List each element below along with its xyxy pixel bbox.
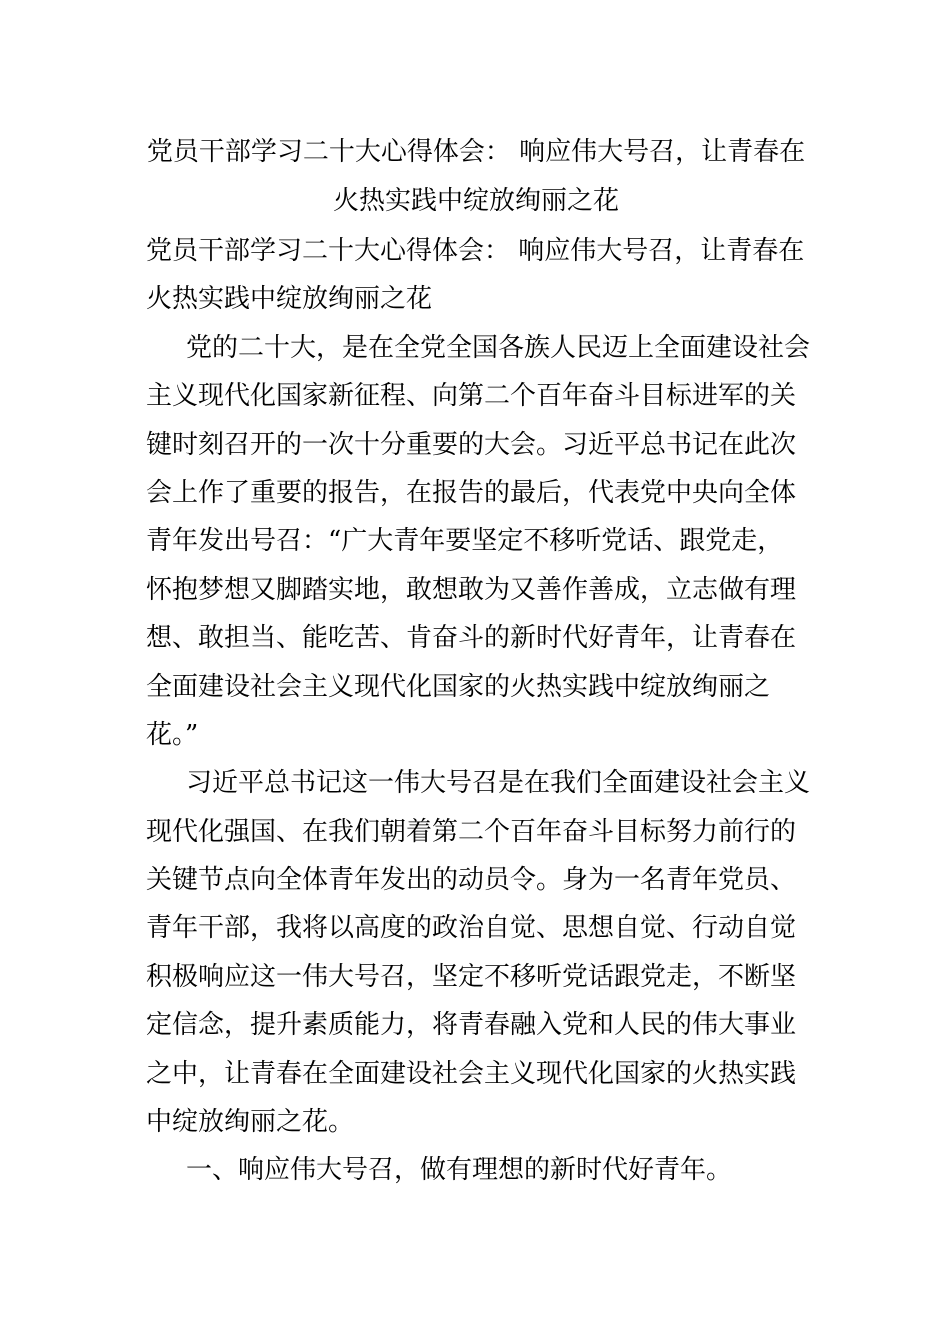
paragraph-line: 关键节点向全体青年发出的动员令。身为一名青年党员、 — [146, 865, 797, 896]
paragraph-line: 党的二十大，是在全党全国各族人民迈上全面建设社会 — [186, 332, 811, 363]
paragraph-line: 中绽放绚丽之花。 — [146, 1107, 355, 1138]
section-heading: 一、响应伟大号召，做有理想的新时代好青年。 — [186, 1155, 733, 1186]
paragraph-1 — [146, 324, 811, 760]
paragraph-line: 键时刻召开的一次十分重要的大会。习近平总书记在此次 — [146, 429, 797, 460]
paragraph-line: 定信念，提升素质能力，将青春融入党和人民的伟大事业 — [146, 1010, 797, 1041]
paragraph-line: 会上作了重要的报告，在报告的最后，代表党中央向全体 — [146, 477, 797, 508]
paragraph-line: 主义现代化国家新征程、向第二个百年奋斗目标进军的关 — [146, 381, 797, 412]
title-line: 火热实践中绽放绚丽之花 — [332, 186, 619, 216]
paragraph-line: 习近平总书记这一伟大号召是在我们全面建设社会主义 — [186, 768, 811, 799]
paragraph-line: 想、敢担当、能吃苦、肯奋斗的新时代好青年，让青春在 — [146, 623, 797, 654]
paragraph-2 — [146, 759, 811, 1146]
repeated-title-line: 火热实践中绽放绚丽之花 — [146, 284, 433, 315]
paragraph-line: 积极响应这一伟大号召，坚定不移听党话跟党走，不断坚 — [146, 961, 797, 992]
paragraph-line: 青年发出号召：“广大青年要坚定不移听党话、跟党走， — [146, 526, 784, 557]
paragraph-line: 现代化强国、在我们朝着第二个百年奋斗目标努力前行的 — [146, 816, 797, 847]
repeated-title-line: 党员干部学习二十大心得体会： 响应伟大号召，让青春在 — [146, 236, 805, 266]
paragraph-line: 花。” — [146, 719, 199, 750]
paragraph-line: 全面建设社会主义现代化国家的火热实践中绽放绚丽之 — [146, 671, 771, 702]
document-body — [146, 227, 811, 1195]
paragraph-line: 青年干部，我将以高度的政治自觉、思想自觉、行动自觉 — [146, 913, 797, 944]
title-line: 党员干部学习二十大心得体会： 响应伟大号召，让青春在 — [146, 137, 806, 167]
document-title — [146, 128, 806, 226]
paragraph-line: 怀抱梦想又脚踏实地，敢想敢为又善作善成，立志做有理 — [146, 574, 797, 605]
paragraph-line: 之中，让青春在全面建设社会主义现代化国家的火热实践 — [146, 1058, 797, 1089]
